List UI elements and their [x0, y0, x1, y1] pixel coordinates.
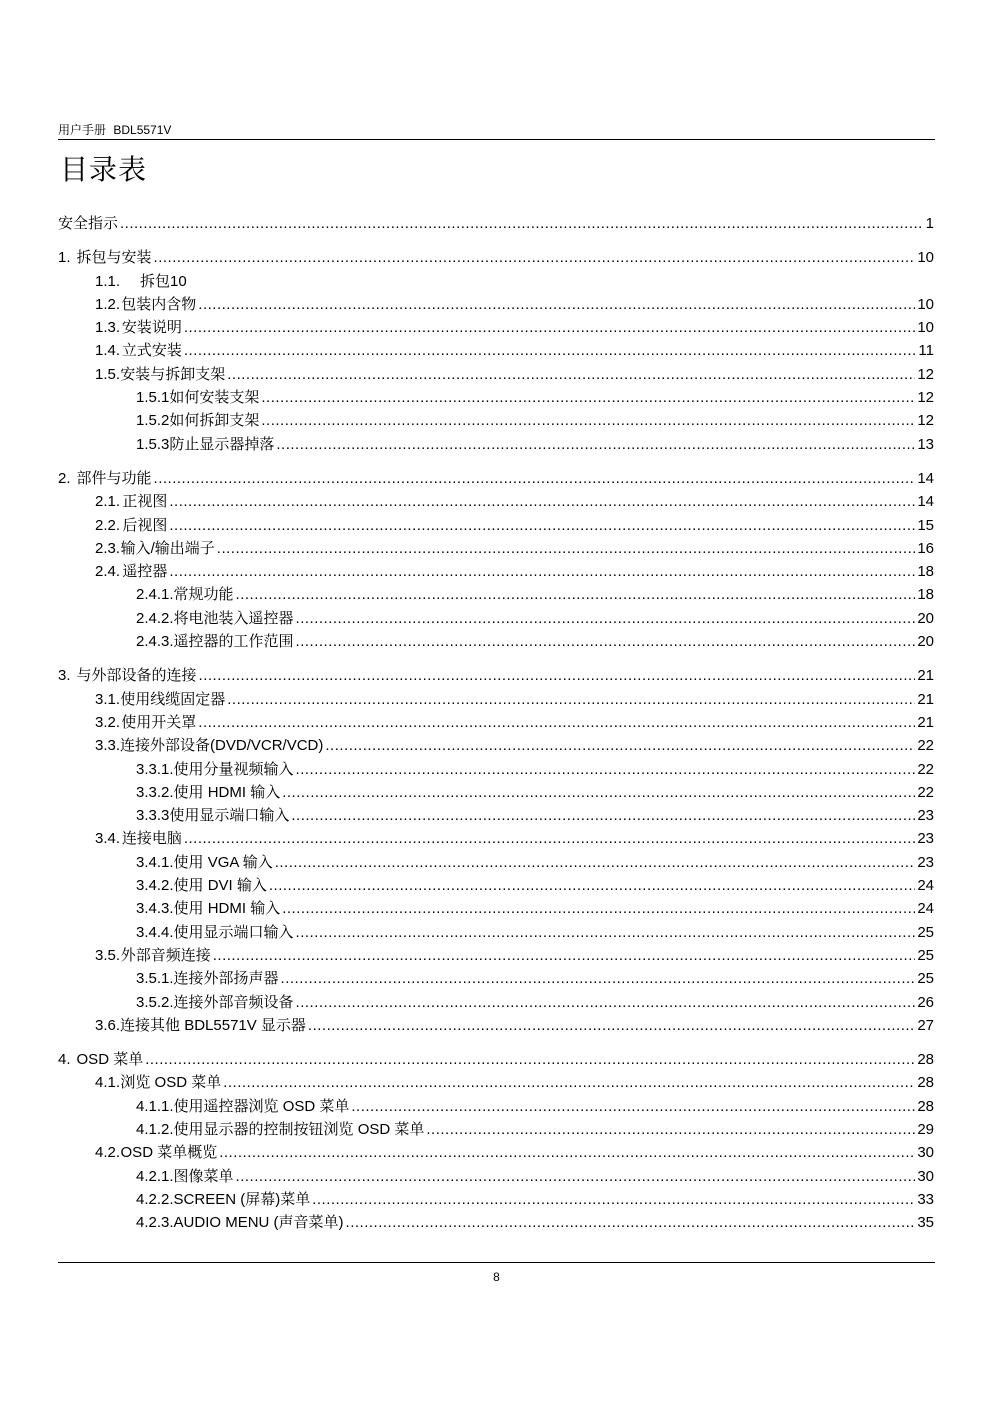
toc-entry-number: 3.3.2. — [136, 783, 174, 801]
toc-entry-number: 3.2. — [95, 713, 121, 731]
toc-entry-number: 4.2.2. — [136, 1190, 174, 1208]
toc-entry-title: 输入/输出端子 — [120, 539, 215, 557]
toc-entry-page: 23 — [917, 830, 934, 848]
toc-entry-number: 2.1. — [95, 493, 121, 511]
toc-dot-leader — [296, 607, 916, 630]
toc-dot-leader — [184, 316, 915, 339]
toc-entry-title: 遥控器的工作范围 — [173, 633, 294, 651]
toc-entry[interactable] — [58, 758, 934, 781]
toc-entry[interactable] — [58, 827, 934, 850]
toc-entry[interactable] — [58, 433, 934, 456]
toc-dot-leader — [169, 560, 915, 583]
toc-entry-number: 2. — [58, 469, 71, 487]
toc-entry[interactable] — [58, 607, 934, 630]
toc-entry-page: 30 — [917, 1144, 934, 1162]
toc-dot-leader — [281, 967, 916, 990]
toc-dot-leader — [351, 1095, 915, 1118]
toc-entry-title: 使用 DVI 输入 — [173, 877, 267, 895]
toc-entry[interactable] — [58, 711, 934, 734]
toc-entry-title: 使用显示端口输入 — [169, 807, 290, 825]
toc-entry[interactable] — [58, 804, 934, 827]
toc-dot-leader — [291, 804, 915, 827]
toc-entry-number: 3.4.4. — [136, 923, 174, 941]
toc-entry-page: 33 — [917, 1190, 934, 1208]
toc-entry-title: SCREEN (屏幕)菜单 — [173, 1190, 311, 1208]
toc-entry[interactable] — [58, 490, 934, 513]
toc-entry-page: 27 — [917, 1016, 934, 1034]
footer-divider — [58, 1262, 935, 1263]
toc-entry-number: 1.5. — [95, 365, 121, 383]
toc-dot-leader — [227, 363, 915, 386]
toc-entry-page: 28 — [917, 1051, 934, 1069]
toc-dot-leader — [120, 212, 924, 235]
toc-entry[interactable] — [58, 293, 934, 316]
toc-dot-leader — [169, 514, 915, 537]
toc-entry-page: 25 — [917, 970, 934, 988]
toc-entry-title: 与外部设备的连接 — [76, 667, 197, 685]
toc-entry-page: 10 — [917, 249, 934, 267]
toc-entry-title: 图像菜单 — [173, 1167, 234, 1185]
toc-dot-leader — [223, 1071, 915, 1094]
toc-entry[interactable] — [58, 991, 934, 1014]
toc-dot-leader — [199, 664, 916, 687]
toc-entry[interactable] — [58, 1165, 934, 1188]
toc-dot-leader — [276, 433, 915, 456]
toc-entry-page: 16 — [917, 539, 934, 557]
toc-entry-number: 1.5.1 — [136, 389, 170, 407]
toc-entry[interactable] — [58, 514, 934, 537]
page-number: 8 — [493, 1270, 500, 1284]
toc-entry-title: 浏览 OSD 菜单 — [120, 1074, 222, 1092]
toc-entry-title: 将电池装入遥控器 — [173, 609, 294, 627]
toc-dot-leader — [219, 1141, 915, 1164]
toc-entry-title: 遥控器 — [122, 563, 168, 581]
toc-entry[interactable] — [58, 1118, 934, 1141]
toc-dot-leader — [426, 1118, 915, 1141]
toc-entry-page: 10 — [917, 319, 934, 337]
toc-entry-page: 35 — [917, 1214, 934, 1232]
toc-entry-number: 4.1.1. — [136, 1097, 174, 1115]
header-divider — [58, 139, 935, 140]
toc-entry-number: 3.6. — [95, 1016, 121, 1034]
toc-dot-leader — [236, 583, 916, 606]
toc-entry-page: 24 — [917, 900, 934, 918]
toc-entry-page: 26 — [917, 993, 934, 1011]
toc-dot-leader — [227, 688, 915, 711]
toc-entry-title: 使用遥控器浏览 OSD 菜单 — [173, 1097, 350, 1115]
toc-entry-number: 1.2. — [95, 295, 121, 313]
toc-dot-leader — [312, 1188, 915, 1211]
toc-entry-page: 15 — [917, 516, 934, 534]
toc-dot-leader — [154, 246, 916, 269]
toc-entry-page: 21 — [917, 690, 934, 708]
toc-entry[interactable] — [58, 409, 934, 432]
toc-entry[interactable] — [58, 1048, 934, 1071]
toc-entry-number: 2.4.2. — [136, 609, 174, 627]
toc-entry-page: 28 — [917, 1074, 934, 1092]
toc-entry-number: 4.1.2. — [136, 1120, 174, 1138]
toc-entry-number: 3.5.1. — [136, 970, 174, 988]
toc-entry-number: 1.5.2 — [136, 412, 170, 430]
toc-entry-number: 1.1. — [95, 272, 121, 290]
toc-entry-title: 拆包与安装 — [76, 249, 152, 267]
toc-entry-page: 23 — [917, 807, 934, 825]
toc-entry[interactable] — [58, 316, 934, 339]
toc-entry-number: 3.3. — [95, 737, 121, 755]
toc-entry-number: 1.3. — [95, 319, 121, 337]
toc-entry-title: 使用 HDMI 输入 — [173, 783, 281, 801]
toc-entry-number: 3.4.1. — [136, 853, 174, 871]
toc-entry-number: 3.3.3 — [136, 807, 170, 825]
toc-entry[interactable] — [58, 537, 934, 560]
toc-entry-page: 22 — [917, 760, 934, 778]
toc-entry-number: 3.4.2. — [136, 877, 174, 895]
toc-entry[interactable] — [58, 363, 934, 386]
toc-dot-leader — [261, 386, 915, 409]
toc-entry-title: 使用显示端口输入 — [173, 923, 294, 941]
toc-entry[interactable] — [58, 270, 934, 293]
toc-entry-title: 正视图 — [122, 493, 168, 511]
toc-entry[interactable] — [58, 897, 934, 920]
toc-dot-leader — [275, 851, 916, 874]
toc-dot-leader — [325, 734, 915, 757]
toc-entry[interactable] — [58, 1188, 934, 1211]
toc-entry[interactable] — [58, 734, 934, 757]
toc-entry-number: 4.2.3. — [136, 1214, 174, 1232]
toc-entry-page: 21 — [917, 667, 934, 685]
toc-entry-page: 12 — [917, 389, 934, 407]
toc-dot-leader — [296, 991, 916, 1014]
toc-entry-title: 外部音频连接 — [120, 946, 211, 964]
header-model: BDL5571V — [113, 123, 172, 137]
toc-entry-number: 4.1. — [95, 1074, 121, 1092]
toc-entry-page: 21 — [917, 713, 934, 731]
toc-entry-title: 部件与功能 — [76, 469, 152, 487]
toc-entry-title: OSD 菜单概览 — [120, 1144, 218, 1162]
header-manual-label: 用户手册 — [58, 123, 107, 137]
toc-entry[interactable] — [58, 630, 934, 653]
toc-entry-title: AUDIO MENU (声音菜单) — [173, 1214, 344, 1232]
toc-dot-leader — [296, 630, 916, 653]
toc-dot-leader — [154, 467, 916, 490]
toc-dot-leader — [296, 921, 916, 944]
toc-dot-leader — [184, 339, 917, 362]
toc-dot-leader — [296, 758, 916, 781]
toc-entry-number: 4.2. — [95, 1144, 121, 1162]
toc-entry-title: 如何拆卸支架 — [169, 412, 260, 430]
toc-entry[interactable] — [58, 1071, 934, 1094]
toc-entry-title: 如何安装支架 — [169, 389, 260, 407]
toc-entry-page: 13 — [917, 435, 934, 453]
toc-dot-leader — [346, 1211, 916, 1234]
toc-entry[interactable] — [58, 583, 934, 606]
toc-entry-title: 使用分量视频输入 — [173, 760, 294, 778]
toc-entry-page: 14 — [917, 469, 934, 487]
toc-entry[interactable] — [58, 212, 934, 235]
toc-entry-title: 连接外部设备(DVD/VCR/VCD) — [120, 737, 324, 755]
toc-entry[interactable] — [58, 874, 934, 897]
toc-entry-page: 25 — [917, 946, 934, 964]
toc-entry-title: 包装内含物 — [121, 295, 197, 313]
toc-entry[interactable] — [58, 1095, 934, 1118]
toc-dot-leader — [145, 1048, 915, 1071]
toc-entry[interactable] — [58, 921, 934, 944]
toc-entry-number: 2.4. — [95, 563, 121, 581]
toc-entry[interactable] — [58, 688, 934, 711]
toc-entry-page: 11 — [918, 342, 934, 360]
toc-entry-page: 29 — [917, 1120, 934, 1138]
toc-entry-title: 连接电脑 — [121, 830, 182, 848]
toc-dot-leader — [217, 537, 916, 560]
toc-dot-leader — [169, 490, 915, 513]
toc-entry[interactable] — [58, 560, 934, 583]
toc-entry-page: 20 — [917, 633, 934, 651]
toc-entry-title: OSD 菜单 — [76, 1051, 144, 1069]
toc-entry-title: 使用 VGA 输入 — [173, 853, 273, 871]
toc-entry-title: 安装说明 — [121, 319, 182, 337]
page-title: 目录表 — [60, 153, 148, 186]
toc-dot-leader — [198, 293, 915, 316]
toc-entry-page: 22 — [917, 737, 934, 755]
toc-entry-title: 使用线缆固定器 — [120, 690, 226, 708]
toc-entry[interactable] — [58, 664, 934, 687]
toc-dot-leader — [236, 1165, 916, 1188]
toc-entry[interactable] — [58, 944, 934, 967]
toc-entry[interactable] — [58, 467, 934, 490]
toc-entry-title: 连接外部扬声器 — [173, 970, 279, 988]
toc-entry[interactable] — [58, 386, 934, 409]
toc-entry-number: 3.5. — [95, 946, 121, 964]
toc-entry-page: 12 — [917, 365, 934, 383]
toc-entry-number: 2.3. — [95, 539, 121, 557]
toc-entry-title: 连接外部音频设备 — [173, 993, 294, 1011]
toc-entry-number: 2.2. — [95, 516, 121, 534]
toc-entry-number: 4.2.1. — [136, 1167, 174, 1185]
toc-entry-title: 后视图 — [122, 516, 168, 534]
toc-entry-page: 23 — [917, 853, 934, 871]
toc-dot-leader — [184, 827, 915, 850]
toc-dot-leader — [269, 874, 915, 897]
toc-entry-page: 30 — [917, 1167, 934, 1185]
toc-entry-page: 24 — [917, 877, 934, 895]
toc-entry-page: 10 — [917, 295, 934, 313]
toc-entry-number: 1.5.3 — [136, 435, 170, 453]
toc-entry-number: 1.4. — [95, 342, 121, 360]
toc-entry-title: 连接其他 BDL5571V 显示器 — [120, 1016, 306, 1034]
toc-entry-title: 安装与拆卸支架 — [120, 365, 226, 383]
toc-entry[interactable] — [58, 781, 934, 804]
toc-entry-page: 18 — [917, 586, 934, 604]
toc-entry[interactable] — [58, 851, 934, 874]
toc-entry-page: 18 — [917, 563, 934, 581]
toc-entry[interactable] — [58, 339, 934, 362]
table-of-contents — [58, 212, 934, 1234]
toc-entry-number: 3.1. — [95, 690, 121, 708]
toc-entry-number: 1. — [58, 249, 71, 267]
toc-entry-title: 使用显示器的控制按钮浏览 OSD 菜单 — [173, 1120, 425, 1138]
toc-entry-title: 拆包10 — [140, 272, 187, 290]
toc-entry-number: 3. — [58, 667, 71, 685]
toc-entry-title: 使用开关罩 — [121, 713, 197, 731]
toc-entry-title: 使用 HDMI 输入 — [173, 900, 281, 918]
toc-entry-page: 20 — [917, 609, 934, 627]
toc-entry-title: 常规功能 — [173, 586, 234, 604]
toc-entry-page: 1 — [925, 215, 934, 232]
toc-entry-page: 28 — [917, 1097, 934, 1115]
toc-dot-leader — [213, 944, 916, 967]
toc-entry-number: 2.4.1. — [136, 586, 174, 604]
toc-dot-leader — [261, 409, 915, 432]
toc-dot-leader — [198, 711, 915, 734]
toc-entry-number: 3.3.1. — [136, 760, 174, 778]
toc-entry[interactable] — [58, 1211, 934, 1234]
toc-dot-leader — [282, 781, 915, 804]
toc-entry-number: 3.4.3. — [136, 900, 174, 918]
toc-entry-title: 安全指示 — [58, 215, 119, 232]
toc-entry-title: 防止显示器掉落 — [169, 435, 275, 453]
toc-dot-leader — [308, 1014, 915, 1037]
toc-entry-page: 22 — [917, 783, 934, 801]
toc-entry[interactable] — [58, 246, 934, 269]
toc-entry-page: 12 — [917, 412, 934, 430]
toc-entry[interactable] — [58, 967, 934, 990]
toc-dot-leader — [282, 897, 915, 920]
toc-entry-page: 25 — [917, 923, 934, 941]
toc-entry-number: 3.4. — [95, 830, 121, 848]
page-header — [58, 121, 175, 138]
toc-entry-number: 2.4.3. — [136, 633, 174, 651]
toc-entry[interactable] — [58, 1141, 934, 1164]
toc-entry-number: 3.5.2. — [136, 993, 174, 1011]
toc-entry-page: 14 — [917, 493, 934, 511]
toc-entry[interactable] — [58, 1014, 934, 1037]
toc-entry-title: 立式安装 — [121, 342, 182, 360]
toc-entry-number: 4. — [58, 1051, 71, 1069]
